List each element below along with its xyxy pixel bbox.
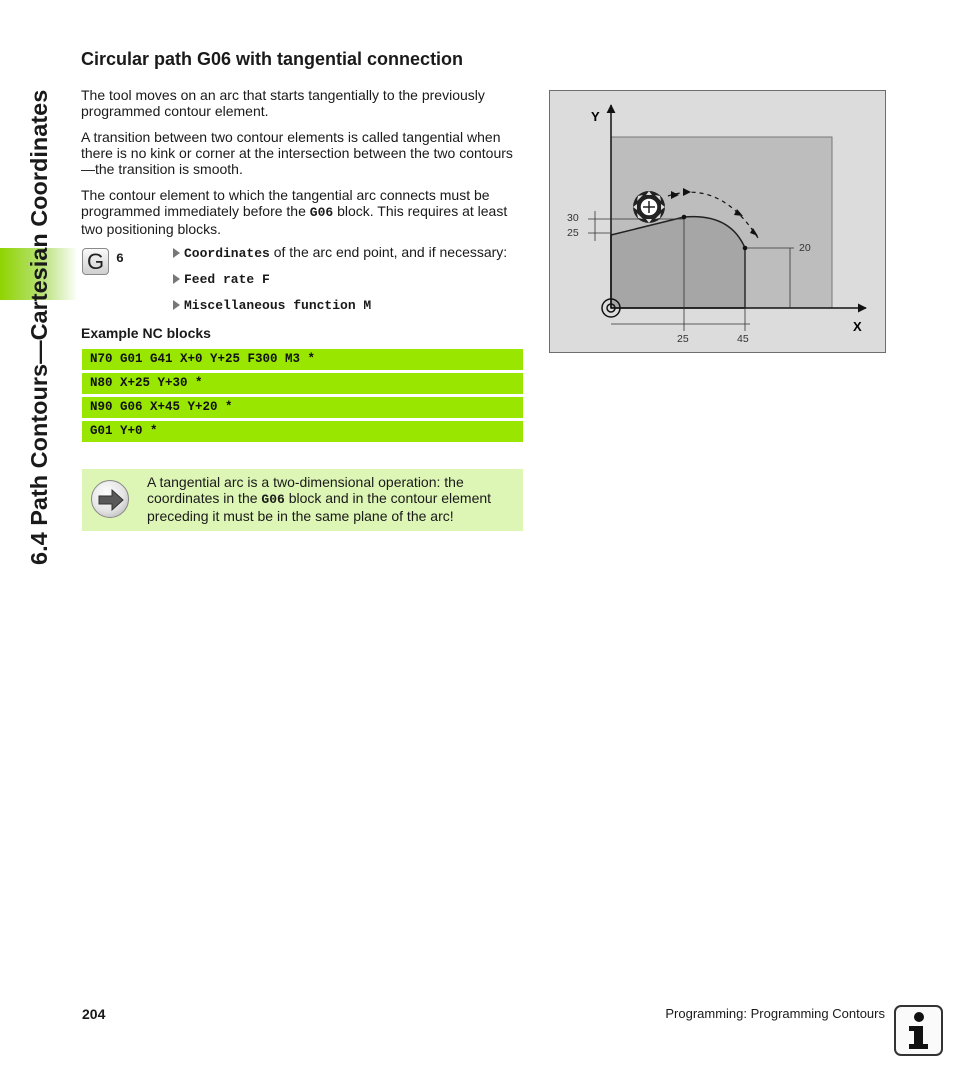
info-icon	[894, 1005, 943, 1056]
nc-block-line: N80 X+25 Y+30 *	[82, 373, 523, 394]
bullet-text: of the arc end point, and if necessary:	[269, 244, 508, 260]
bullet-code: Coordinates	[184, 246, 270, 261]
triangle-bullet-icon	[173, 248, 180, 258]
note-text-before: A tangential arc is a two-dimensional operation: the coordinates in the	[147, 474, 464, 506]
arc-diagram	[549, 90, 886, 353]
x-axis-label: X	[853, 319, 862, 334]
footer-text: Programming: Programming Contours	[665, 1006, 885, 1021]
label-y30: 30	[567, 212, 579, 224]
y-axis-label: Y	[591, 109, 600, 124]
section-title: Circular path G06 with tangential connection	[81, 49, 464, 69]
nc-block-line: N70 G01 G41 X+0 Y+25 F300 M3 *	[82, 349, 523, 370]
bullet-coordinates	[173, 244, 507, 262]
note-text-after: block and in the contour element preceding it must be in the same plane of the arc!	[147, 490, 492, 524]
label-x45: 45	[737, 333, 749, 345]
label-x25: 25	[677, 333, 689, 345]
arrow-right-icon	[91, 480, 129, 518]
bullet-misc-function	[173, 296, 371, 314]
requirement-text-after: block. This requires at least two positioning blocks.	[81, 203, 508, 237]
g-key-number: 6	[116, 251, 124, 266]
arc-end-point	[682, 215, 687, 220]
bullet-code: Feed rate F	[184, 272, 270, 287]
requirement-paragraph	[81, 187, 526, 237]
note-text	[147, 474, 517, 524]
requirement-code: G06	[309, 205, 334, 220]
page-number: 204	[82, 1006, 106, 1022]
bullet-feed-rate	[173, 270, 270, 288]
bullet-code: Miscellaneous function M	[184, 298, 372, 313]
requirement-text-before: The contour element to which the tangential arc connects must be programmed immediately before the	[81, 187, 490, 219]
triangle-bullet-icon	[173, 274, 180, 284]
g-key-icon: G	[82, 248, 109, 275]
note-code: G06	[261, 492, 285, 507]
example-title: Example NC blocks	[81, 325, 211, 341]
label-y20: 20	[799, 242, 811, 254]
nc-block-line: N90 G06 X+45 Y+20 *	[82, 397, 523, 418]
intro-paragraph: The tool moves on an arc that starts tangentially to the previously programmed contour element.	[81, 87, 485, 119]
label-y25: 25	[567, 227, 579, 239]
triangle-bullet-icon	[173, 300, 180, 310]
contour-region	[611, 217, 745, 308]
tangential-definition-paragraph: A transition between two contour elements is called tangential when there is no kink or corner at the intersection between the two contours—the transition is smooth.	[81, 129, 513, 177]
chapter-side-title: 6.4 Path Contours—Cartesian Coordinates	[26, 89, 52, 565]
arc-end-point	[743, 246, 748, 251]
milling-tool-icon	[633, 191, 665, 223]
nc-block-line: G01 Y+0 *	[82, 421, 523, 442]
